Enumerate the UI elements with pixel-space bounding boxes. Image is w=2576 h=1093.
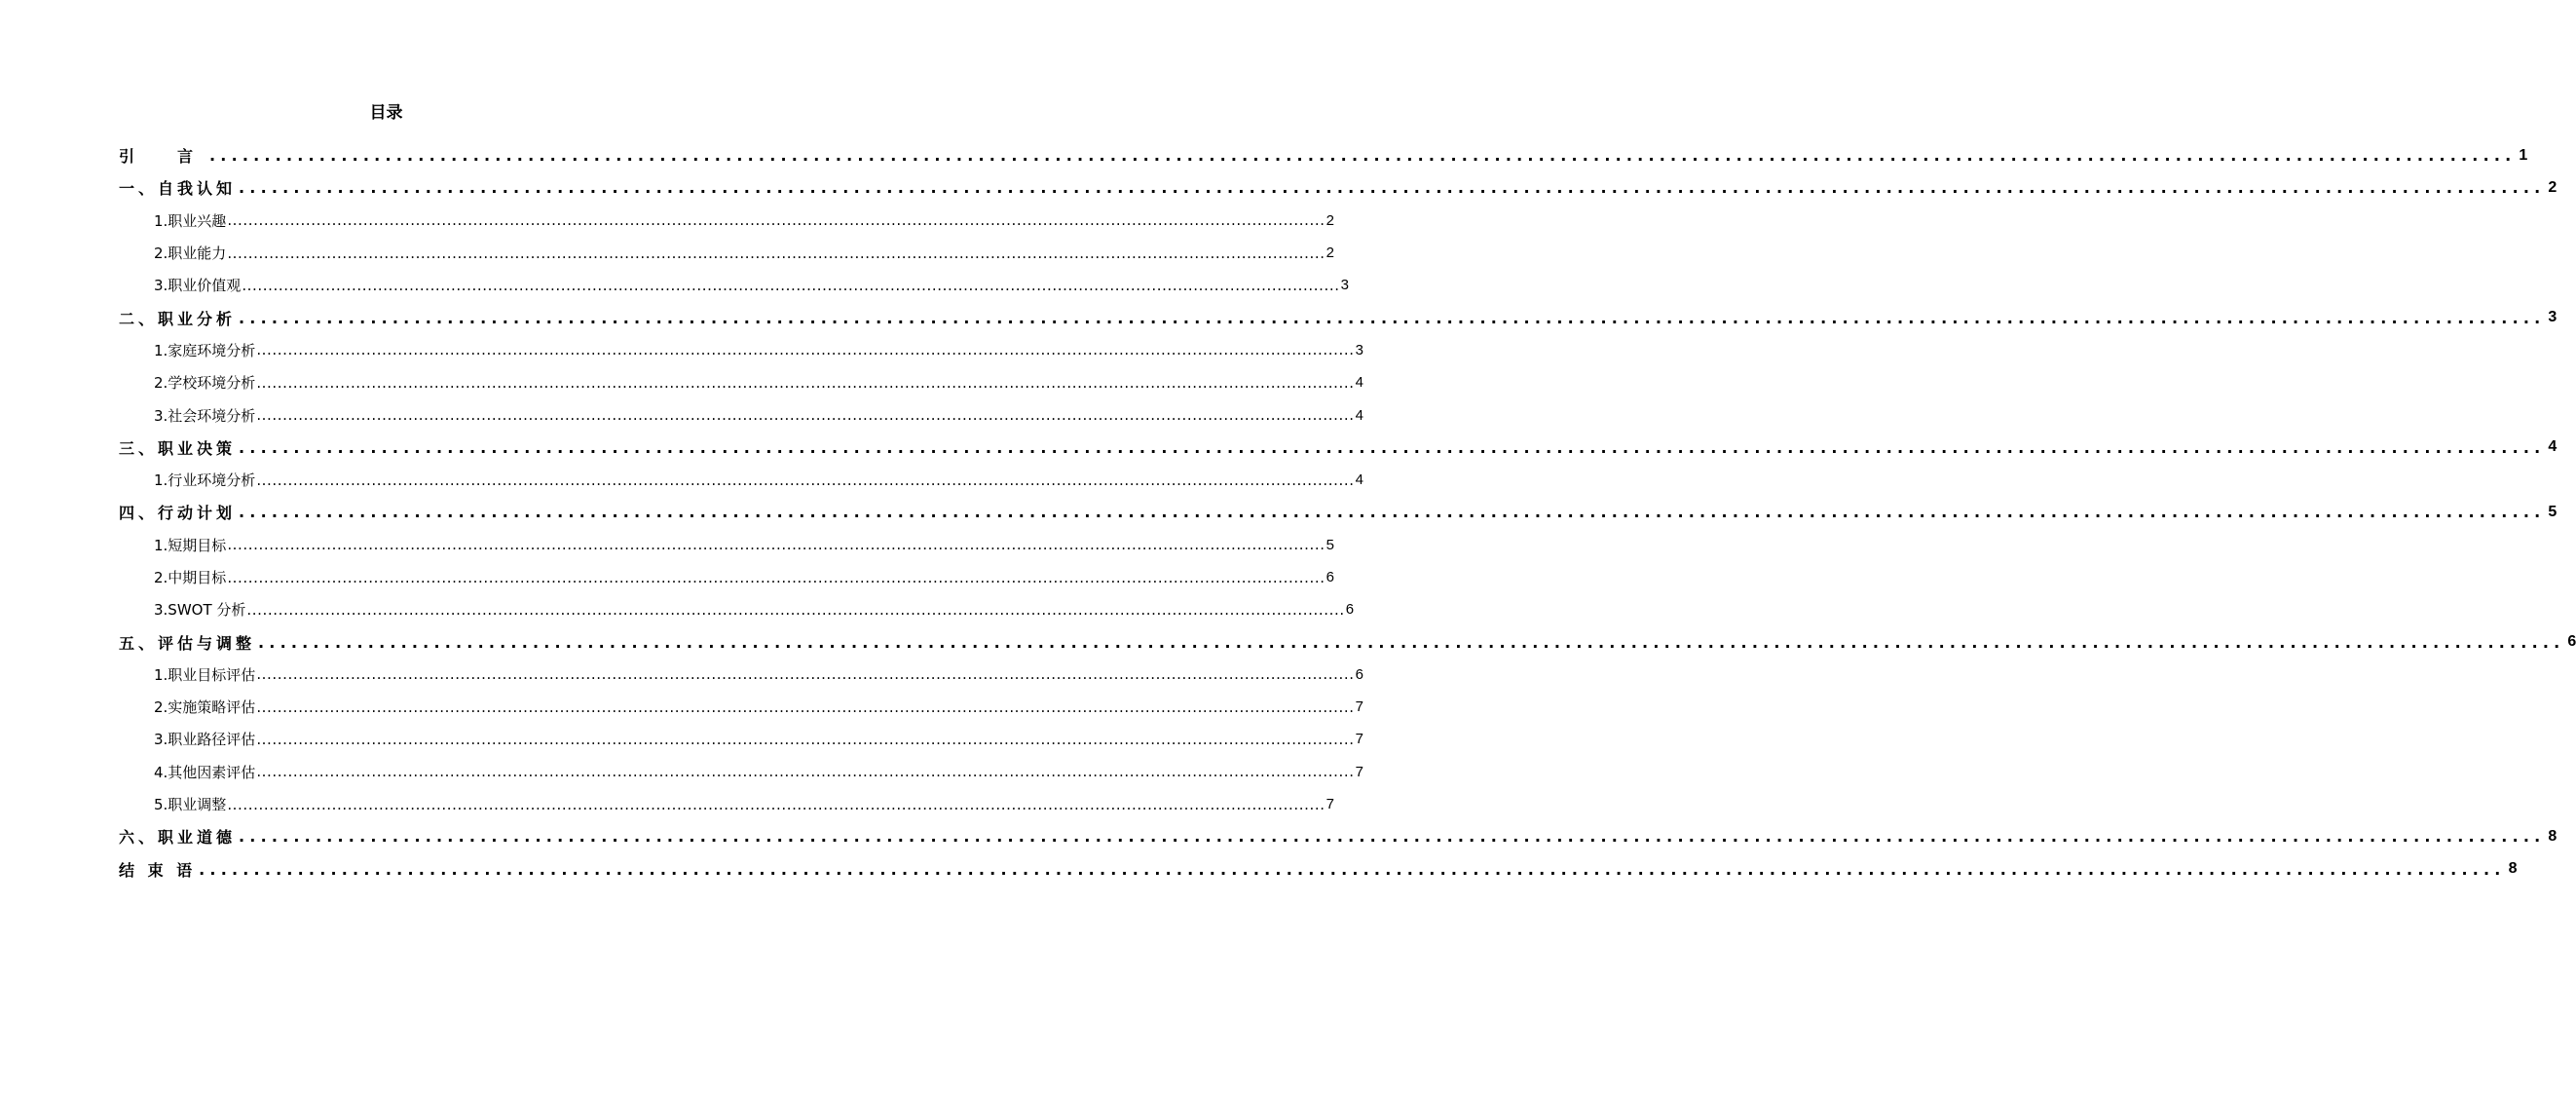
toc-entry-label: 2.中期目标 xyxy=(154,569,227,586)
toc-entry-career-values[interactable] xyxy=(119,269,1349,301)
toc-leader-dots: .................................................................................................................................................................................................................. xyxy=(256,471,1355,489)
toc-entry-career-ability[interactable] xyxy=(119,237,1334,269)
toc-page-number: 6 xyxy=(1325,569,1334,585)
toc-entry-career-interest[interactable] xyxy=(119,205,1334,237)
toc-leader-dots: .................................................................................................................................................................................................................. xyxy=(227,795,1325,813)
toc-leader-dots: .................................................................................................................................................................................................................. xyxy=(256,373,1355,392)
toc-page-number: 7 xyxy=(1355,763,1363,780)
toc-page-number: 8 xyxy=(2548,827,2557,845)
toc-page-number: 6 xyxy=(2567,633,2576,651)
toc-entry-goal-evaluation[interactable] xyxy=(119,659,1363,691)
toc-entry-swot-analysis[interactable] xyxy=(119,593,1355,625)
toc-entry-label: 2.实施策略评估 xyxy=(154,698,256,717)
toc-entry-label: 四、行动计划 xyxy=(119,504,237,523)
toc-page-number: 4 xyxy=(2548,438,2557,456)
toc-entry-label: 2.学校环境分析 xyxy=(154,374,256,393)
toc-entry-label: 1.短期目标 xyxy=(154,536,227,554)
toc-entry-evaluation-adjustment[interactable] xyxy=(119,625,2576,658)
toc-leader-dots: .................................................................................................................................................................................................................. xyxy=(258,632,2565,652)
toc-leader-dots: .................................................................................................................................................................................................................. xyxy=(227,244,1325,262)
toc-entry-label: 三、职业决策 xyxy=(119,438,237,458)
toc-entry-label: 2.职业能力 xyxy=(154,245,227,263)
toc-entry-career-adjustment[interactable] xyxy=(119,788,1334,820)
toc-leader-dots: .................................................................................................................................................................................................................. xyxy=(227,568,1325,586)
toc-entry-label: 二、职业分析 xyxy=(119,309,237,328)
toc-leader-dots: .................................................................................................................................................................................................................. xyxy=(256,697,1355,716)
toc-entry-short-term-goal[interactable] xyxy=(119,529,1334,561)
toc-leader-dots: .................................................................................................................................................................................................................. xyxy=(256,665,1355,684)
toc-entry-label: 1.行业环境分析 xyxy=(154,471,256,490)
toc-entry-career-analysis[interactable] xyxy=(119,301,2557,333)
toc-entry-label: 引 言 xyxy=(119,147,207,167)
toc-entry-label: 六、职业道德 xyxy=(119,828,237,848)
toc-leader-dots: .................................................................................................................................................................................................................. xyxy=(256,341,1355,359)
toc-leader-dots: .................................................................................................................................................................................................................. xyxy=(239,437,2546,457)
toc-leader-dots: .................................................................................................................................................................................................................. xyxy=(227,536,1325,554)
toc-entry-label: 1.家庭环境分析 xyxy=(154,341,256,359)
toc-entry-family-environment[interactable] xyxy=(119,334,1363,366)
toc-leader-dots: .................................................................................................................................................................................................................. xyxy=(239,503,2546,522)
toc-entry-path-evaluation[interactable] xyxy=(119,723,1363,755)
toc-entry-self-awareness[interactable] xyxy=(119,171,2557,204)
toc-entry-career-decision[interactable] xyxy=(119,432,2557,464)
toc-leader-dots: .................................................................................................................................................................................................................. xyxy=(246,600,1345,619)
toc-page-number: 6 xyxy=(1355,665,1363,683)
toc-leader-dots: .................................................................................................................................................................................................................. xyxy=(227,211,1325,230)
toc-entry-label: 3.职业价值观 xyxy=(154,277,242,295)
toc-entry-label: 5.职业调整 xyxy=(154,796,227,814)
toc-entry-school-environment[interactable] xyxy=(119,366,1363,398)
toc-entry-action-plan[interactable] xyxy=(119,496,2557,528)
toc-entry-label: 4.其他因素评估 xyxy=(154,763,256,781)
toc-leader-dots: .................................................................................................................................................................................................................. xyxy=(209,146,2517,166)
toc-page-number: 5 xyxy=(1325,536,1334,553)
toc-leader-dots: .................................................................................................................................................................................................................. xyxy=(242,276,1340,294)
toc-entry-label: 1.职业兴趣 xyxy=(154,211,227,230)
toc-entry-professional-ethics[interactable] xyxy=(119,820,2557,852)
toc-leader-dots: .................................................................................................................................................................................................................. xyxy=(239,178,2546,198)
toc-leader-dots: .................................................................................................................................................................................................................. xyxy=(239,308,2546,327)
toc-title: 目录 xyxy=(369,103,403,123)
toc-page-number: 8 xyxy=(2508,860,2518,878)
toc-entry-label: 结 束 语 xyxy=(119,860,197,880)
toc-entry-label: 一、自我认知 xyxy=(119,179,237,199)
toc-entry-other-factors[interactable] xyxy=(119,756,1363,788)
toc-entry-social-environment[interactable] xyxy=(119,398,1363,431)
toc-leader-dots: .................................................................................................................................................................................................................. xyxy=(239,827,2546,847)
toc-page-number: 6 xyxy=(1345,601,1355,619)
toc-page-number: 4 xyxy=(1355,471,1363,489)
toc-entry-label: 3.社会环境分析 xyxy=(154,406,256,425)
toc-page-number: 1 xyxy=(2519,146,2528,164)
toc-entry-label: 3.职业路径评估 xyxy=(154,731,256,749)
toc-page-number: 3 xyxy=(1355,341,1363,358)
toc-leader-dots: .................................................................................................................................................................................................................. xyxy=(256,763,1355,781)
toc-page-number: 3 xyxy=(1340,277,1349,294)
toc-entry-mid-term-goal[interactable] xyxy=(119,561,1334,593)
toc-entry-strategy-evaluation[interactable] xyxy=(119,691,1363,723)
toc-entry-label: 1.职业目标评估 xyxy=(154,665,256,684)
toc-page-number: 7 xyxy=(1355,698,1363,716)
toc-entry-label: 3.SWOT 分析 xyxy=(154,601,246,620)
table-of-contents xyxy=(119,139,2576,886)
toc-page-number: 7 xyxy=(1325,796,1334,813)
toc-entry-industry-environment[interactable] xyxy=(119,464,1363,496)
toc-entry-introduction[interactable] xyxy=(119,139,2528,171)
toc-page-number: 3 xyxy=(2548,309,2557,326)
toc-page-number: 4 xyxy=(1355,406,1363,424)
toc-page-number: 2 xyxy=(2548,178,2557,196)
toc-page-number: 5 xyxy=(2548,503,2557,520)
toc-page-number: 4 xyxy=(1355,374,1363,392)
toc-page-number: 2 xyxy=(1325,245,1334,262)
toc-entry-label: 五、评估与调整 xyxy=(119,633,256,653)
toc-leader-dots: .................................................................................................................................................................................................................. xyxy=(256,730,1355,748)
toc-page-number: 2 xyxy=(1325,211,1334,229)
toc-leader-dots: .................................................................................................................................................................................................................. xyxy=(199,859,2506,879)
toc-page-number: 7 xyxy=(1355,731,1363,748)
toc-entry-conclusion[interactable] xyxy=(119,853,2518,886)
toc-leader-dots: .................................................................................................................................................................................................................. xyxy=(256,406,1355,425)
